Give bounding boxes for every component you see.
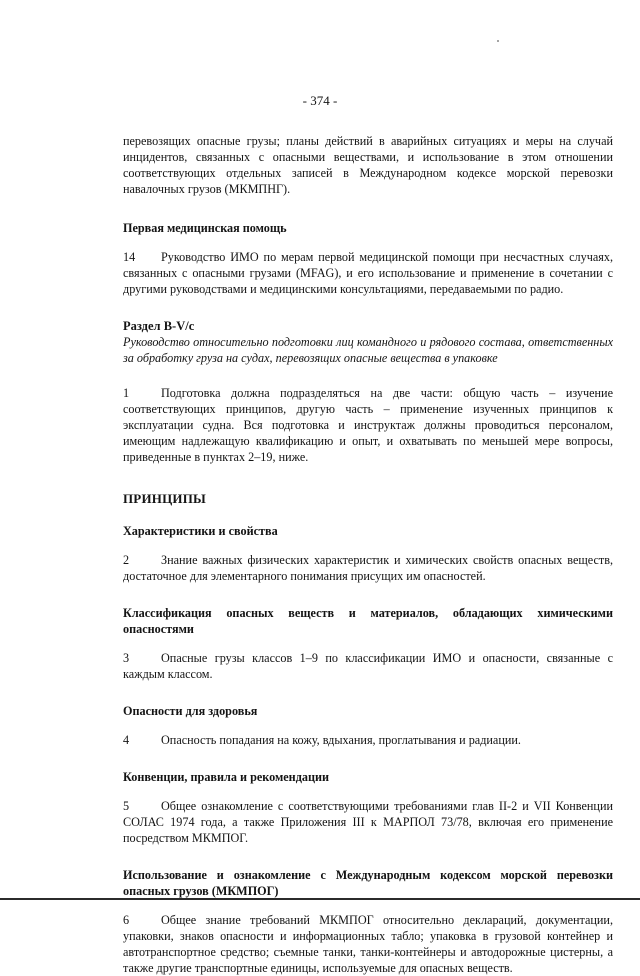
paragraph-number: 5 [123,799,130,813]
paragraph-4 [123,732,613,748]
conventions-heading: Конвенции, правила и рекомендации [123,770,330,784]
paragraph-text: Знание важных физических характеристик и химических свойств опасных веществ, достаточное для элементарного понимания присущих им опасностей. [123,553,613,583]
section-title: Раздел B-V/c [123,319,195,333]
page-number: - 374 - [302,93,338,108]
paragraph-number: 4 [123,733,130,747]
principles-heading: ПРИНЦИПЫ [123,491,206,506]
paragraph-text: Руководство ИМО по мерам первой медицинской помощи при несчастных случаях, связанных с опасными грузами (MFAG), и его использование и применение в сочетании с другими руководствами и медицинскими консультациями, передаваемыми по радио. [123,250,613,296]
first-aid-heading: Первая медицинская помощь [123,221,287,235]
classification-heading: Классификация опасных веществ и материалов, обладающих химическими опасностями [123,606,613,636]
characteristics-heading: Характеристики и свойства [123,524,278,538]
paragraph-14 [123,249,613,297]
paragraph-text: Опасность попадания на кожу, вдыхания, проглатывания и радиации. [161,733,521,747]
paragraph-number: 14 [123,250,136,264]
intro-paragraph: перевозящих опасные грузы; планы действий в аварийных ситуациях и меры на случай инцидентов, связанных с опасными веществами, и использование в этом отношении соответствующих отдельных записей в Международном кодексе морской перевозки навалочных грузов (МКМПНГ). [123,134,613,196]
paragraph-text: Опасные грузы классов 1–9 по классификации ИМО и опасности, связанные с каждым классом. [123,651,613,681]
bottom-rule [0,898,640,900]
scan-speck [497,40,499,42]
paragraph-2 [123,552,613,584]
paragraph-text: Общее ознакомление с соответствующими требованиями глав II-2 и VII Конвенции СОЛАС 1974 года, а также Приложения III к МАРПОЛ 73/78, включая его применение посредством МКМПОГ. [123,799,613,845]
paragraph-text: Общее знание требований МКМПОГ относительно деклараций, документации, упаковки, знаков опасности и информационных табло; упаковка в грузовой контейнер и автотранспортное средство; съемные танки, танки-контейнеры и автодорожные цистерны, а также другие транспортные единицы, используемые для опасных веществ. [123,913,613,975]
paragraph-number: 6 [123,913,130,927]
paragraph-6 [123,912,613,976]
paragraph-text: Подготовка должна подразделяться на две части: общую часть – изучение соответствующих принципов, другую часть – применение изученных принципов к эксплуатации судна. Вся подготовка и инструктаж должны проводиться персоналом, имеющим надлежащую квалификацию и опыт, и охватывать по меньшей мере вопросы, приведенные в пунктах 2–19, ниже. [123,386,613,464]
paragraph-number: 3 [123,651,130,665]
paragraph-number: 1 [123,386,130,400]
paragraph-3 [123,650,613,682]
paragraph-5 [123,798,613,846]
paragraph-number: 2 [123,553,130,567]
paragraph-1 [123,385,613,465]
section-subtitle: Руководство относительно подготовки лиц командного и рядового состава, ответственных за обработку груза на судах, перевозящих опасные вещества в упаковке [123,335,613,365]
imdg-heading: Использование и ознакомление с Международным кодексом морской перевозки опасных грузов (МКМПОГ) [123,868,613,898]
health-heading: Опасности для здоровья [123,704,258,718]
document-body [123,133,613,976]
